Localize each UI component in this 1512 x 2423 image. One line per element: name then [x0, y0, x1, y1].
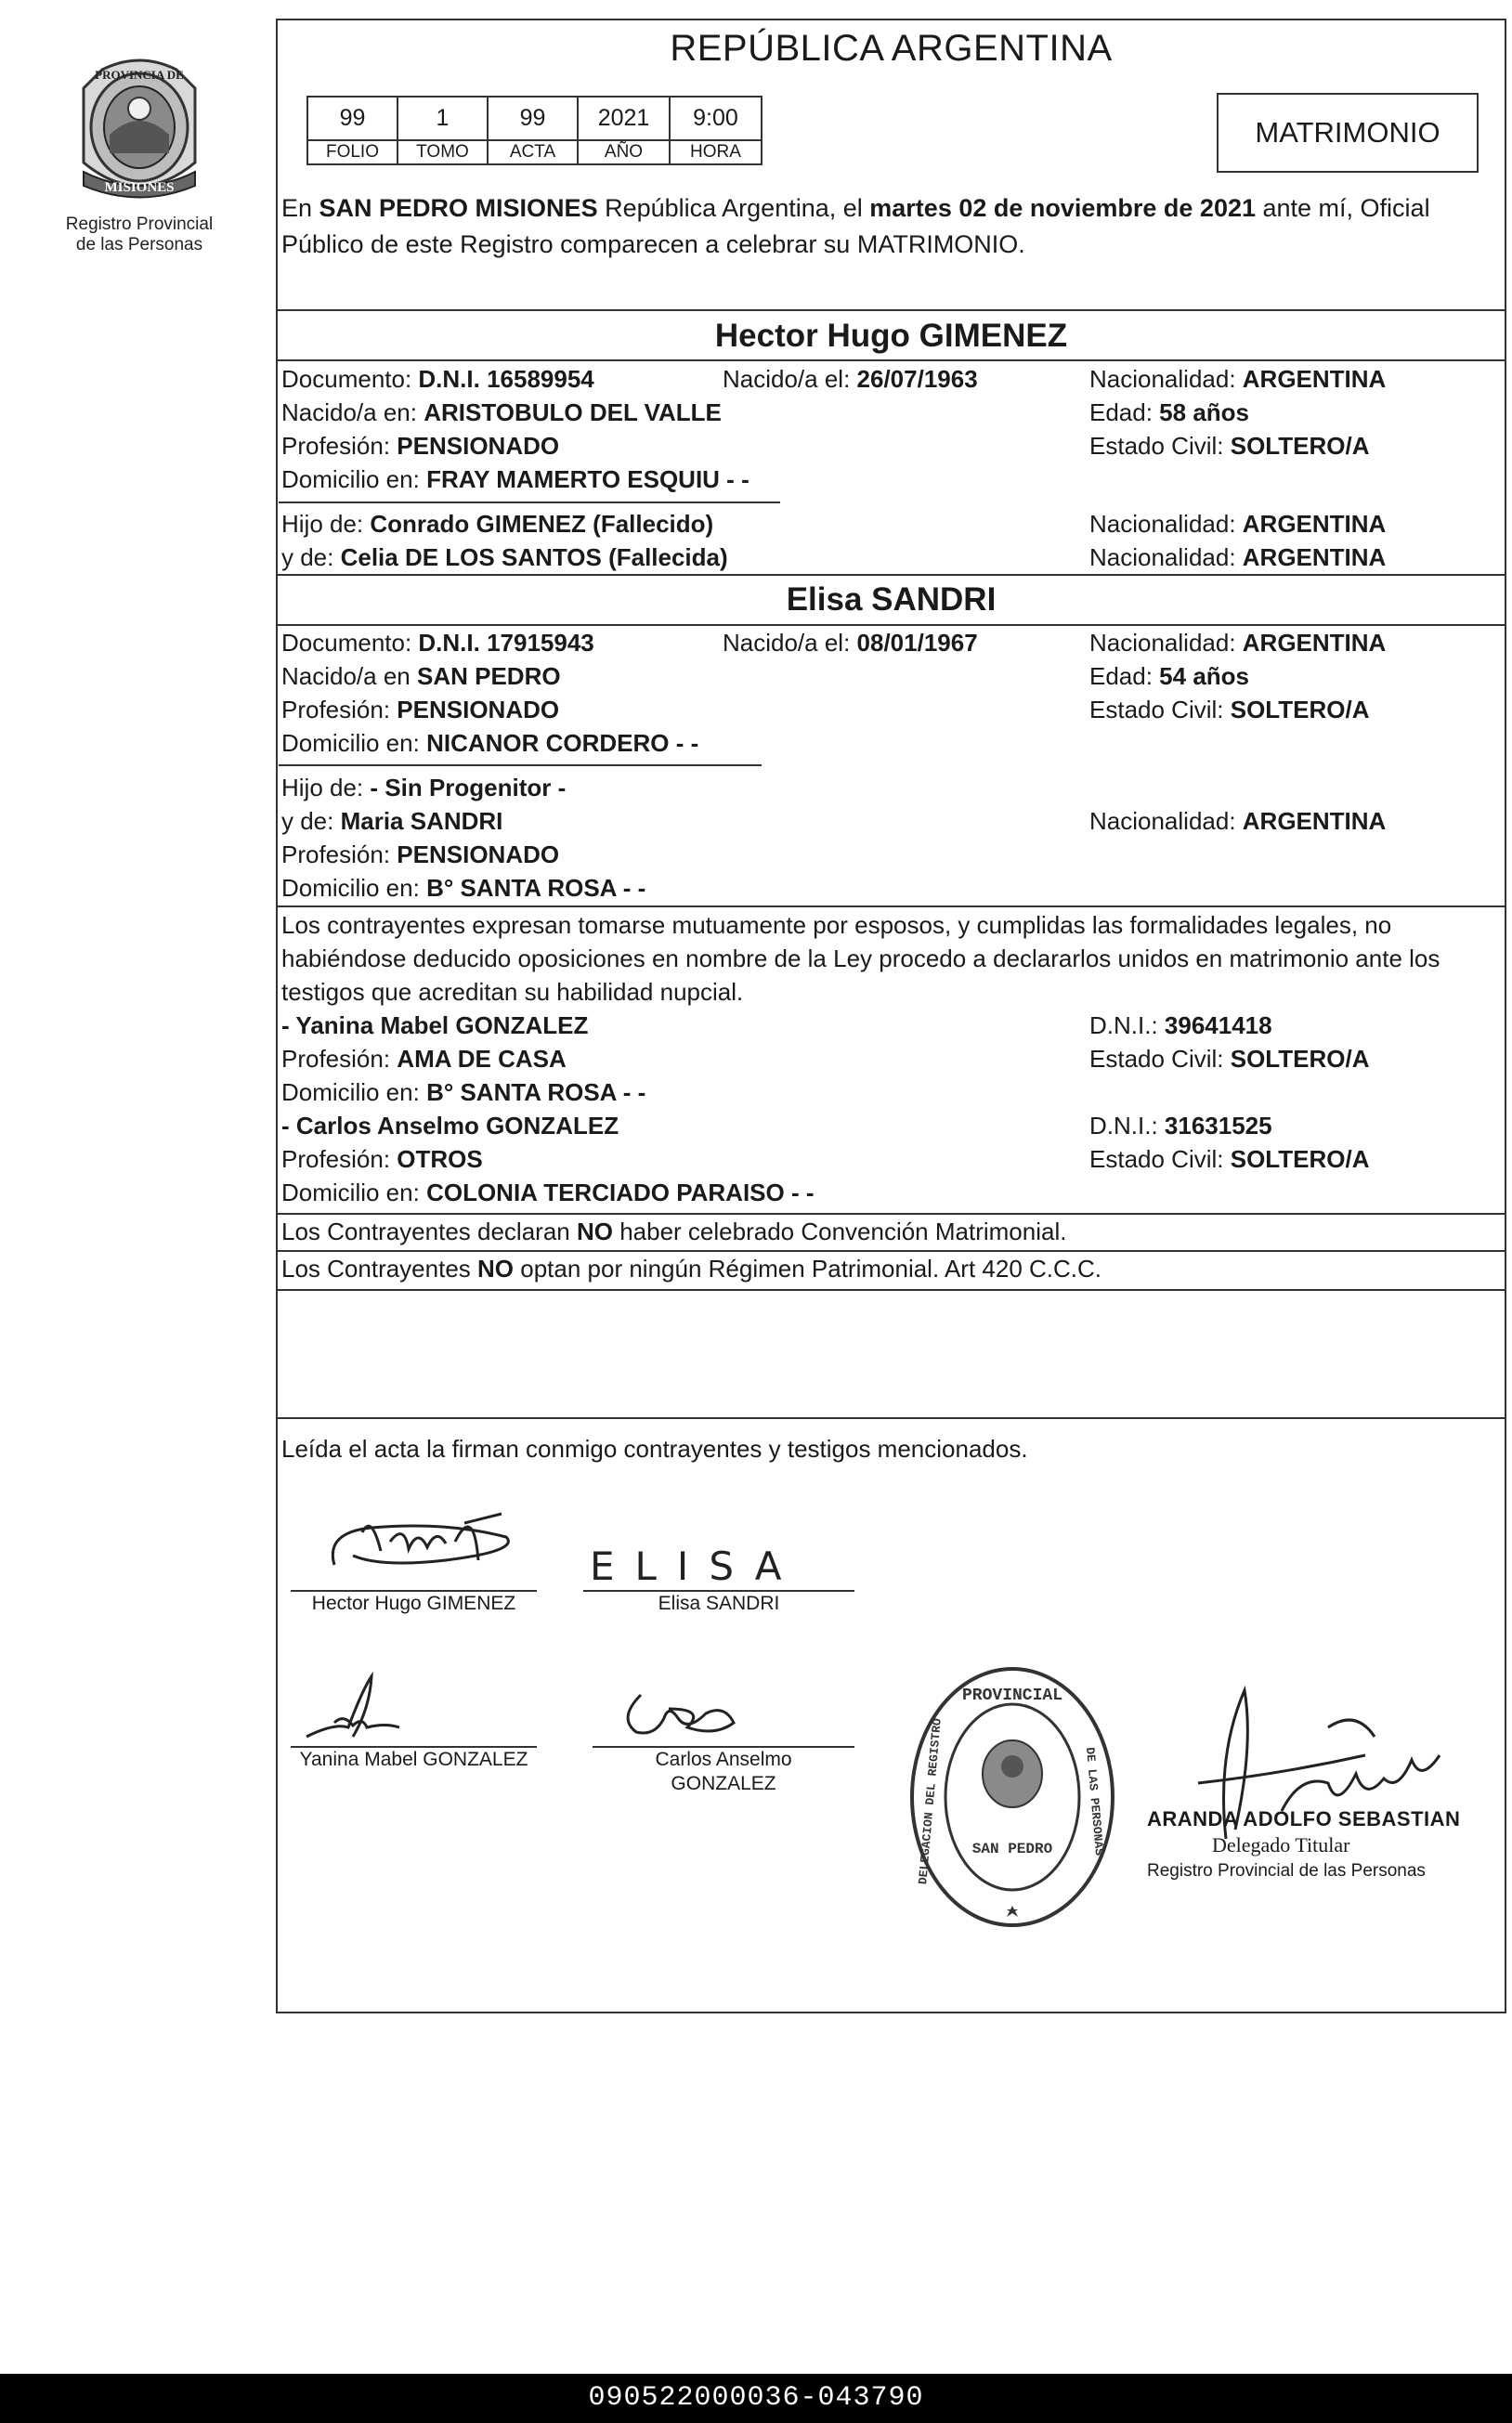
spouse2-civil-status: Estado Civil: SOLTERO/A: [1089, 696, 1370, 723]
spouse2-birthplace: Nacido/a en SAN PEDRO: [281, 662, 561, 690]
signature-spouse2-handwritten: ELISA: [590, 1544, 802, 1589]
witness2-name: - Carlos Anselmo GONZALEZ: [281, 1112, 619, 1140]
witness1-name: - Yanina Mabel GONZALEZ: [281, 1011, 589, 1039]
logo-caption-line1: Registro Provincial: [65, 215, 214, 234]
acta-label: ACTA: [488, 140, 578, 164]
spouse1-address: Domicilio en: FRAY MAMERTO ESQUIU - -: [281, 465, 749, 493]
intro-place: SAN PEDRO MISIONES: [319, 194, 598, 222]
anio-label: AÑO: [578, 140, 670, 164]
spouse2-father: Hijo de: - Sin Progenitor -: [281, 774, 567, 801]
divider: [276, 574, 1506, 576]
spouse1-age: Edad: 58 años: [1089, 398, 1249, 426]
spouse2-mother-address: Domicilio en: B° SANTA ROSA - -: [281, 874, 646, 902]
divider: [276, 905, 1506, 907]
spouse2-profession: Profesión: PENSIONADO: [281, 696, 560, 723]
hora-value: 9:00: [670, 97, 762, 140]
misiones-seal-icon: [65, 51, 214, 209]
divider: [276, 624, 1506, 626]
witness2-civil-status: Estado Civil: SOLTERO/A: [1089, 1145, 1370, 1173]
stamp-text-left: DELEGACION DEL REGISTRO: [916, 1717, 945, 1885]
witness2-dni: D.N.I.: 31631525: [1089, 1112, 1272, 1140]
spouse2-mother-profession: Profesión: PENSIONADO: [281, 840, 560, 868]
divider: [276, 1250, 1506, 1252]
intro-text: República Argentina, el: [597, 194, 870, 222]
witness1-profession: Profesión: AMA DE CASA: [281, 1045, 567, 1073]
signature-label-witness2: [593, 1748, 854, 1796]
divider: [279, 502, 780, 503]
divider: [279, 764, 762, 766]
signature-witness1-icon: [297, 1672, 409, 1751]
spouse2-mother-nationality: Nacionalidad: ARGENTINA: [1089, 807, 1387, 835]
spouse1-civil-status: Estado Civil: SOLTERO/A: [1089, 432, 1370, 460]
official-name: ARANDA ADOLFO SEBASTIAN: [1147, 1807, 1461, 1830]
tomo-value: 1: [398, 97, 488, 140]
signature-label-witness1: Yanina Mabel GONZALEZ: [299, 1749, 528, 1770]
spouse2-age: Edad: 54 años: [1089, 662, 1249, 690]
intro-text: ante mí, Oficial Público de este Registro comparecen a celebrar su MATRIMONIO.: [281, 194, 1430, 258]
hora-label: HORA: [670, 140, 762, 164]
convention-statement: Los Contrayentes declaran NO haber celebrado Convención Matrimonial.: [281, 1218, 1067, 1245]
seal-top-text: PROVINCIA DE: [95, 68, 184, 82]
divider: [276, 359, 1506, 361]
spouse2-nationality: Nacionalidad: ARGENTINA: [1089, 629, 1387, 657]
act-type-box: MATRIMONIO: [1217, 93, 1479, 173]
folio-label: FOLIO: [307, 140, 398, 164]
stamp-text-top: PROVINCIAL: [961, 1687, 1063, 1705]
anio-value: 2021: [578, 97, 670, 140]
closing-statement: Leída el acta la firman conmigo contrayentes y testigos mencionados.: [281, 1435, 1028, 1463]
logo-caption-line2: de las Personas: [75, 235, 203, 254]
spouse2-address: Domicilio en: NICANOR CORDERO - -: [281, 729, 699, 757]
spouse2-name: Elisa SANDRI: [786, 581, 997, 618]
regime-statement: Los Contrayentes NO optan por ningún Régimen Patrimonial. Art 420 C.C.C.: [281, 1255, 1102, 1283]
acta-value: 99: [488, 97, 578, 140]
folio-table: [306, 96, 763, 165]
divider: [276, 309, 1506, 311]
spouse2-document: Documento: D.N.I. 17915943: [281, 629, 594, 657]
stamp-text-right: DE LAS PERSONAS: [1082, 1746, 1107, 1856]
folio-value: 99: [307, 97, 398, 140]
divider: [276, 1417, 1506, 1419]
tomo-label: TOMO: [398, 140, 488, 164]
official-organization: Registro Provincial de las Personas: [1147, 1861, 1426, 1881]
divider: [276, 1289, 1506, 1291]
signature-label-spouse2: Elisa SANDRI: [658, 1593, 780, 1614]
spouse2-birthdate: Nacido/a el: 08/01/1967: [723, 629, 978, 657]
signature-witness2-icon: [613, 1681, 752, 1746]
intro-date: martes 02 de noviembre de 2021: [869, 194, 1256, 222]
witness2-profession: Profesión: OTROS: [281, 1145, 483, 1173]
divider: [276, 1213, 1506, 1215]
intro-text: En: [281, 194, 319, 222]
seal-bottom-text: MISIONES: [104, 180, 175, 195]
spouse1-profession: Profesión: PENSIONADO: [281, 432, 560, 460]
spouse1-father-nationality: Nacionalidad: ARGENTINA: [1089, 510, 1387, 538]
document-id-strip: 090522000036-043790: [0, 2374, 1512, 2423]
spouse2-mother: y de: Maria SANDRI: [281, 807, 503, 835]
spouse1-nationality: Nacionalidad: ARGENTINA: [1089, 365, 1387, 393]
official-title: Delegado Titular: [1212, 1833, 1350, 1856]
page-title: REPÚBLICA ARGENTINA: [670, 28, 1113, 69]
spouse1-name: Hector Hugo GIMENEZ: [714, 318, 1068, 354]
witness1-dni: D.N.I.: 39641418: [1089, 1011, 1272, 1039]
signature-label-spouse1: Hector Hugo GIMENEZ: [311, 1593, 516, 1614]
witness1-address: Domicilio en: B° SANTA ROSA - -: [281, 1078, 646, 1106]
witness1-civil-status: Estado Civil: SOLTERO/A: [1089, 1045, 1370, 1073]
spouse1-birthdate: Nacido/a el: 26/07/1963: [723, 365, 978, 393]
logo-caption: [60, 215, 218, 255]
declaration-paragraph: Los contrayentes expresan tomarse mutuamente por esposos, y cumplidas las formalidades legales, no habiéndose deducido oposiciones en nombre de la Ley procedo a declararlos unidos en matrimonio ante los testigos que acreditan su habilidad nupcial.: [281, 911, 1440, 1006]
spouse1-document: Documento: D.N.I. 16589954: [281, 365, 594, 393]
registry-logo: [60, 51, 218, 255]
stamp-text-center: SAN PEDRO: [971, 1841, 1053, 1857]
witness2-address: Domicilio en: COLONIA TERCIADO PARAISO - -: [281, 1179, 815, 1206]
spouse1-father: Hijo de: Conrado GIMENEZ (Fallecido): [281, 510, 714, 538]
registry-stamp-icon: [906, 1662, 1119, 1932]
spouse1-mother-nationality: Nacionalidad: ARGENTINA: [1089, 543, 1387, 571]
signature-spouse1-icon: [316, 1486, 529, 1588]
signature-label-witness2-line2: GONZALEZ: [671, 1773, 776, 1794]
official-block: [1147, 1806, 1460, 1884]
spouse1-birthplace: Nacido/a en: ARISTOBULO DEL VALLE: [281, 398, 722, 426]
intro-paragraph: [281, 190, 1507, 263]
signature-label-witness2-line1: Carlos Anselmo: [655, 1749, 792, 1770]
spouse1-mother: y de: Celia DE LOS SANTOS (Fallecida): [281, 543, 728, 571]
